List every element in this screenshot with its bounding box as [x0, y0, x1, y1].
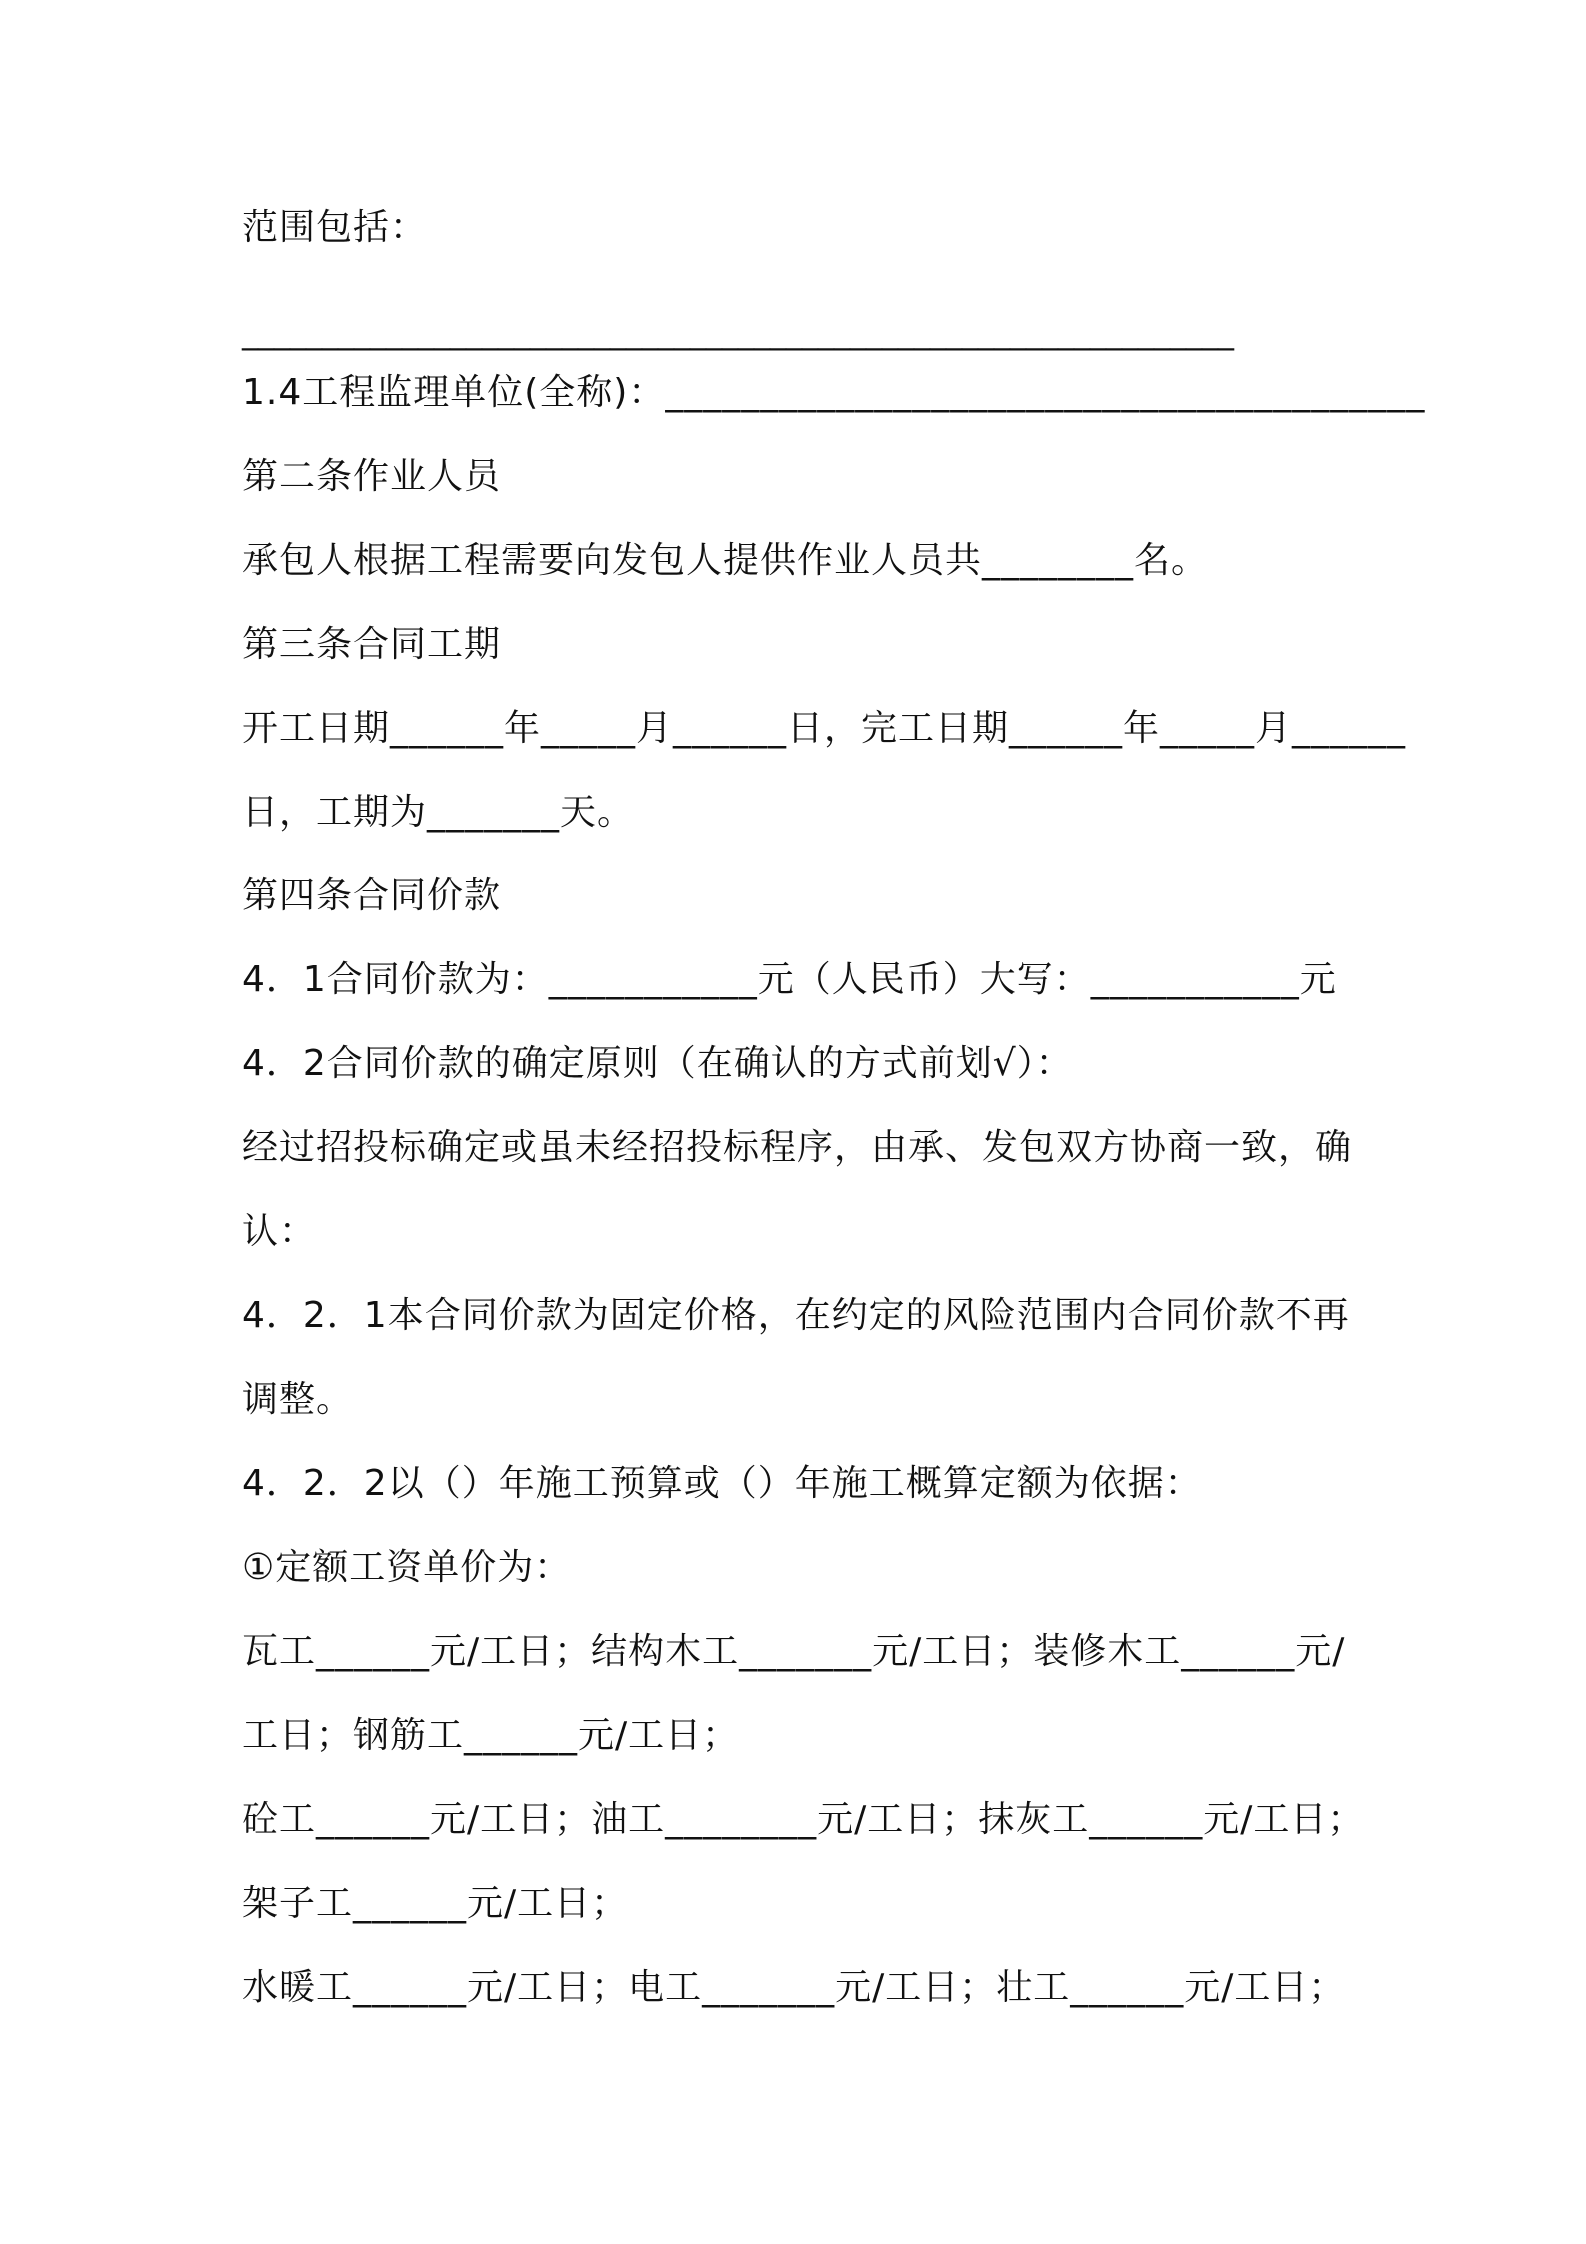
bidding-line-cont: 认： — [242, 1211, 317, 1252]
article-3-heading: 第三条合同工期 — [242, 624, 502, 665]
wage-line-2-cont: 架子工______元/工日； — [242, 1883, 629, 1924]
start-date-line: 开工日期______年_____月______日，完工日期______年_____月______ — [242, 708, 1407, 749]
fixed-price-line: 4．2．1本合同价款为固定价格，在约定的风险范围内合同价款不再 — [242, 1295, 1350, 1336]
duration-line: 日，工期为_______天。 — [242, 792, 635, 833]
supervision-unit-line: 1.4工程监理单位(全称)：________________________________________ — [242, 372, 1426, 413]
budget-basis-line: 4．2．2以（）年施工预算或（）年施工概算定额为依据： — [242, 1463, 1202, 1504]
wage-line-1-cont: 工日；钢筋工______元/工日； — [242, 1715, 740, 1756]
wage-line-1: 瓦工______元/工日；结构木工_______元/工日；装修木工______元/ — [242, 1631, 1346, 1672]
article-2-heading: 第二条作业人员 — [242, 456, 502, 497]
wage-line-3: 水暖工______元/工日；电工_______元/工日；壮工______元/工日； — [242, 1967, 1346, 2008]
wage-heading: ①定额工资单价为： — [242, 1547, 572, 1588]
bidding-line: 经过招投标确定或虽未经招投标程序，由承、发包双方协商一致，确 — [242, 1127, 1353, 1168]
price-principle-line: 4．2合同价款的确定原则（在确认的方式前划√）： — [242, 1043, 1073, 1084]
fixed-price-line-cont: 调整。 — [242, 1379, 354, 1420]
workers-line: 承包人根据工程需要向发包人提供作业人员共________名。 — [242, 540, 1209, 581]
scope-line: 范围包括： — [242, 207, 428, 248]
article-4-heading: 第四条合同价款 — [242, 875, 502, 916]
price-line: 4．1合同价款为：___________元（人民币）大写：___________元 — [242, 959, 1337, 1000]
wage-line-2: 砼工______元/工日；油工________元/工日；抹灰工______元/工日； — [242, 1799, 1365, 1840]
blank-underline: ______________________________________________________________ — [242, 313, 1234, 351]
